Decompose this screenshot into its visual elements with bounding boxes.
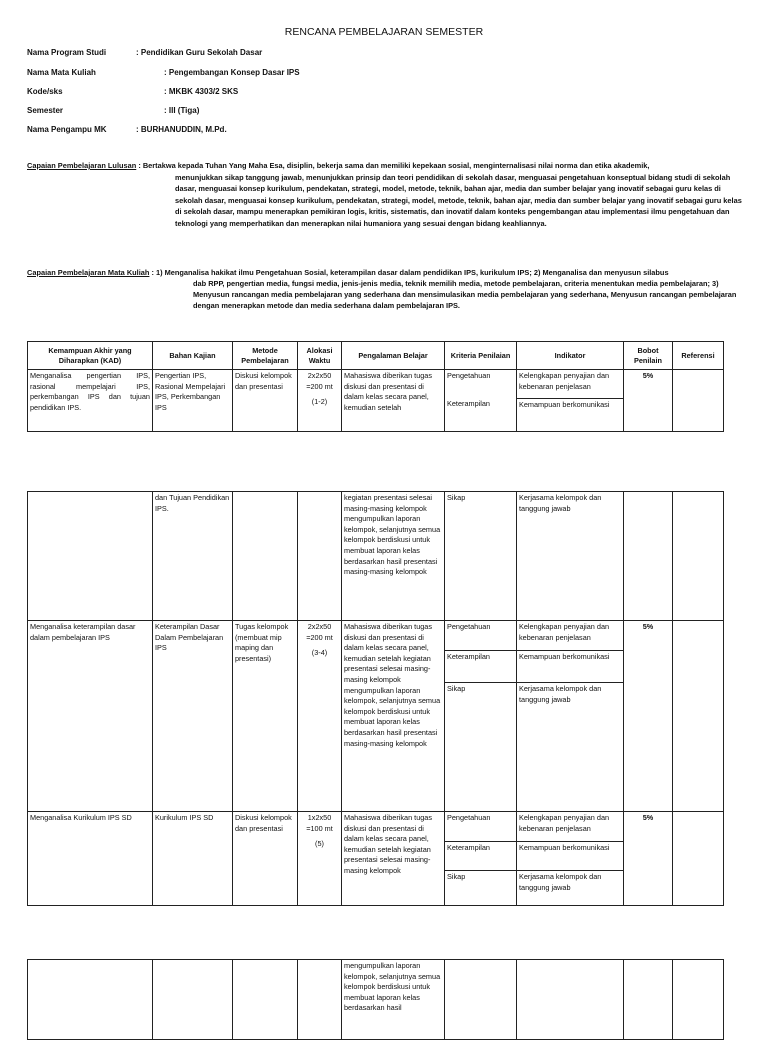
header-kriteria: Kriteria Penilaian (445, 342, 517, 370)
kriteria-cell (445, 621, 517, 812)
bahan-cell: dan Tujuan Pendidikan IPS. (153, 492, 233, 621)
pengalaman-cell: Mahasiswa diberikan tugas diskusi dan presentasi di dalam kelas secara panel, kemudian setelah kegiatan presentasi selesai masing-masing kelompok mengumpulkan laporan kelompok, selanjutnya semua kelompok berdiskusi untuk membuat laporan kelas berdasarkan hasil presentasi masing-masing kelompok (342, 621, 445, 812)
indikator-item: Kemampuan berkomunikasi (517, 650, 623, 682)
kad-cell (28, 960, 153, 1040)
header-indikator: Indikator (517, 342, 624, 370)
indikator-cell (517, 621, 624, 812)
alokasi-value: 1x2x50 =100 mt (306, 813, 333, 833)
indikator-cell: Kerjasama kelompok dan tanggung jawab (517, 492, 624, 621)
meta-label-lecturer: Nama Pengampu MK (27, 125, 107, 134)
header-alokasi: Alokasi Waktu (298, 342, 342, 370)
meta-label-program: Nama Program Studi (27, 48, 107, 57)
cpmk-text-line1: 1) Menganalisa hakikat ilmu Pengetahuan Sosial, keterampilan dasar dalam pendidikan IPS, kurikulum IPS; 2) Menganalisa dan menyusun silabus (155, 268, 669, 277)
pengalaman-cell: Mahasiswa diberikan tugas diskusi dan presentasi di dalam kelas secara panel, kemudian setelah (342, 370, 445, 432)
bobot-cell: 5% (624, 370, 673, 432)
metode-cell (233, 492, 298, 621)
kriteria-item: Keterampilan (447, 399, 490, 408)
kad-cell: Menganalisa Kurikulum IPS SD (28, 812, 153, 906)
indikator-cell (517, 960, 624, 1040)
cpl-text-line1: Bertakwa kepada Tuhan Yang Maha Esa, disiplin, bekerja sama dan memiliki kepekaan sosial, menginternalisasi nilai norma dan etika akademik, (142, 161, 650, 170)
referensi-cell (673, 960, 724, 1040)
pengalaman-cell: mengumpulkan laporan kelompok, selanjutnya semua kelompok berdiskusi untuk membuat laporan kelas berdasarkan hasil (342, 960, 445, 1040)
alokasi-cell (298, 960, 342, 1040)
cpmk-text-rest: dab RPP, pengertian media, fungsi media, jenis-jenis media, teknik memilih media, metode pembelajaran, criteria menentukan media pembelajaran; 3) Menyusun rancangan media pembelajaran yang sederhana dan mensimulasikan media pembelajaran yang sederhana, Menyusun rancangan pembelajaran dengan menerapkan metode dan media sederhana dalam pembelajaran IPS. (193, 279, 737, 310)
metode-cell (233, 960, 298, 1040)
meta-value-course: : Pengembangan Konsep Dasar IPS (164, 68, 300, 77)
kriteria-item: Pengetahuan (447, 371, 491, 380)
header-bahan-kajian: Bahan Kajian (153, 342, 233, 370)
meta-label-code: Kode/sks (27, 87, 63, 96)
metode-cell: Diskusi kelompok dan presentasi (233, 812, 298, 906)
table-row (28, 812, 724, 906)
table-row (28, 492, 724, 621)
cpl-text-rest: menunjukkan sikap tanggung jawab, menunjukkan prinsip dan teori pendidikan di sekolah dasar, menguasai pengetahuan konseptual bidang studi di sekolah dasar, menguasai konsep kurikulum, pendekatan, strategi, model, metode, teknik, bahan ajar, media dan sumber belajar yang inovatif sebagai guru kelas di sekolah dasar, menguasai konsep kurikulum, pendekatan, strategi, model, metode, teknik, bahan ajar, media dan sumber belajar yang inovatif sebagai guru kelas di sekolah dasar, mampu menerapkan pemikiran logis, kritis, sistematis, dan inovatif dalam konteks pengembangan atau implementasi ilmu pengetahuan dan teknologi yang memperhatikan dan menerapkan nilai humaniora yang sesuai dengan bidang keahliannya. (175, 172, 742, 228)
cpl-label: Capaian Pembelajaran Lulusan (27, 161, 137, 170)
indikator-item: Kelengkapan penyajian dan kebenaran penjelasan (519, 813, 610, 833)
kad-cell: Menganalisa keterampilan dasar dalam pembelajaran IPS (28, 621, 153, 812)
referensi-cell (673, 370, 724, 432)
indikator-item: Kemampuan berkomunikasi (517, 841, 623, 870)
header-kad: Kemampuan Akhir yang Diharapkan (KAD) (28, 342, 153, 370)
indikator-item: Kelengkapan penyajian dan kebenaran penjelasan (517, 370, 623, 399)
meta-label-semester: Semester (27, 106, 64, 115)
indikator-item: Kerjasama kelompok dan tanggung jawab (517, 870, 623, 894)
metode-cell: Tugas kelompok (membuat mip maping dan presentasi) (233, 621, 298, 812)
meta-value-code: : MKBK 4303/2 SKS (164, 87, 239, 96)
pertemuan-value: (5) (315, 839, 324, 849)
rps-table-part1 (27, 341, 724, 432)
metode-cell: Diskusi kelompok dan presentasi (233, 370, 298, 432)
cpl-section (27, 160, 742, 230)
kad-cell: Menganalisa pengertian IPS, rasional mempelajari IPS, perkembangan IPS dan tujuan pendidikan IPS. (28, 370, 153, 432)
referensi-cell (673, 621, 724, 812)
table-row (28, 370, 724, 432)
header-metode: Metode Pembelajaran (233, 342, 298, 370)
table-header-row (28, 342, 724, 370)
pertemuan-value: (1-2) (311, 397, 328, 407)
referensi-cell (673, 492, 724, 621)
bahan-cell: Kurikulum IPS SD (153, 812, 233, 906)
indikator-item: Kemampuan berkomunikasi (519, 400, 610, 409)
meta-value-program: : Pendidikan Guru Sekolah Dasar (136, 48, 263, 57)
kriteria-item: Sikap (445, 682, 516, 696)
header-bobot: Bobot Penilain (624, 342, 673, 370)
bobot-cell (624, 492, 673, 621)
alokasi-value: 2x2x50 =200 mt (306, 622, 333, 642)
indikator-cell (517, 812, 624, 906)
table-row (28, 960, 724, 1040)
bobot-cell: 5% (624, 812, 673, 906)
cpmk-section (27, 267, 742, 311)
kriteria-cell (445, 960, 517, 1040)
kriteria-cell (445, 370, 517, 432)
kad-cell (28, 492, 153, 621)
alokasi-cell (298, 812, 342, 906)
rps-table-part2 (27, 491, 724, 906)
cpl-separator: : (136, 161, 143, 170)
indikator-item: Kelengkapan penyajian dan kebenaran penjelasan (519, 622, 610, 642)
indikator-item: Kerjasama kelompok dan tanggung jawab (517, 682, 623, 706)
meta-label-course: Nama Mata Kuliah (27, 68, 96, 77)
bobot-cell (624, 960, 673, 1040)
kriteria-item: Pengetahuan (447, 622, 491, 631)
bahan-cell: Pengertian IPS, Rasional Mempelajari IPS, Perkembangan IPS (153, 370, 233, 432)
kriteria-item: Keterampilan (445, 841, 516, 870)
kriteria-item: Keterampilan (445, 650, 516, 682)
cpmk-separator: : (149, 268, 156, 277)
indikator-cell (517, 370, 624, 432)
header-pengalaman: Pengalaman Belajar (342, 342, 445, 370)
kriteria-cell: Sikap (445, 492, 517, 621)
kriteria-item: Pengetahuan (447, 813, 491, 822)
meta-value-semester: : III (Tiga) (164, 106, 200, 115)
alokasi-cell (298, 370, 342, 432)
header-referensi: Referensi (673, 342, 724, 370)
bahan-cell (153, 960, 233, 1040)
document-title: RENCANA PEMBELAJARAN SEMESTER (284, 26, 484, 38)
alokasi-cell (298, 492, 342, 621)
bahan-cell: Keterampilan Dasar Dalam Pembelajaran IPS (153, 621, 233, 812)
kriteria-item: Sikap (445, 870, 516, 884)
meta-value-lecturer: : BURHANUDDIN, M.Pd. (136, 125, 227, 134)
pertemuan-value: (3-4) (311, 648, 328, 658)
referensi-cell (673, 812, 724, 906)
bobot-cell: 5% (624, 621, 673, 812)
alokasi-value: 2x2x50 =200 mt (306, 371, 333, 391)
rps-table-part3 (27, 959, 724, 1040)
alokasi-cell (298, 621, 342, 812)
cpmk-label: Capaian Pembelajaran Mata Kuliah (27, 268, 150, 277)
table-row (28, 621, 724, 812)
pengalaman-cell: kegiatan presentasi selesai masing-masing kelompok mengumpulkan laporan kelompok, selanjutnya semua kelompok berdiskusi untuk membuat laporan kelas berdasarkan hasil presentasi masing-masing kelompok (342, 492, 445, 621)
pengalaman-cell: Mahasiswa diberikan tugas diskusi dan presentasi di dalam kelas secara panel, kemudian setelah kegiatan presentasi selesai masing-masing kelompok (342, 812, 445, 906)
kriteria-cell (445, 812, 517, 906)
